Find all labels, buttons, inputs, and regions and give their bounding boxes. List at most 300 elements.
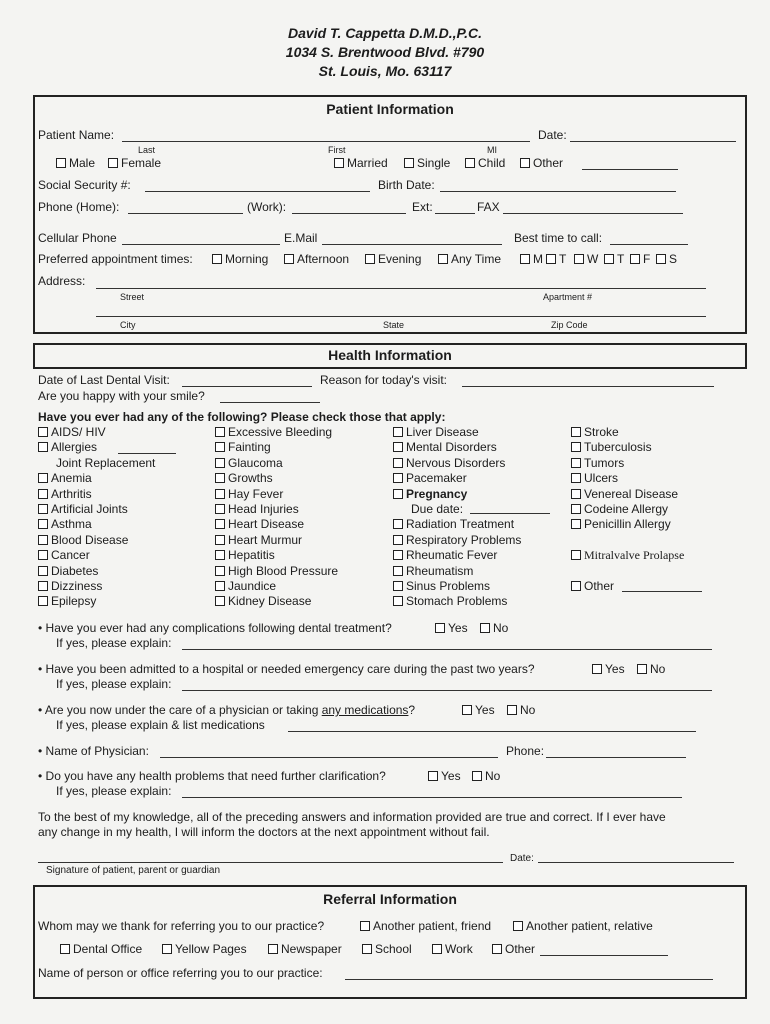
condition-label: Nervous Disorders bbox=[406, 455, 506, 470]
condition-label: Tuberculosis bbox=[584, 440, 652, 455]
q1-yes-label: Yes bbox=[448, 621, 468, 635]
day-s-checkbox[interactable] bbox=[656, 254, 666, 264]
q5-yes-label: Yes bbox=[441, 769, 461, 783]
another-patient-relative-label: Another patient, relative bbox=[526, 919, 653, 933]
condition-checkbox[interactable] bbox=[215, 550, 225, 560]
cell-phone-field[interactable] bbox=[122, 244, 280, 245]
day-wednesday[interactable] bbox=[574, 252, 598, 266]
q3-no-checkbox[interactable] bbox=[507, 705, 517, 715]
condition-item[interactable] bbox=[38, 502, 155, 517]
q3-no-label: No bbox=[520, 703, 536, 717]
email-label: E.Mail bbox=[284, 231, 318, 245]
q3-explain-field[interactable] bbox=[288, 731, 696, 732]
sub-label-state: State bbox=[383, 320, 405, 330]
condition-item[interactable] bbox=[571, 456, 684, 471]
female-checkbox[interactable] bbox=[108, 158, 118, 168]
married-option[interactable] bbox=[334, 156, 388, 170]
condition-label: Codeine Allergy bbox=[584, 502, 669, 517]
birth-date-label: Birth Date: bbox=[378, 178, 435, 192]
q3-explain-label: If yes, please explain & list medications bbox=[56, 718, 265, 732]
best-time-label: Best time to call: bbox=[514, 231, 603, 245]
condition-checkbox[interactable] bbox=[393, 473, 403, 483]
condition-checkbox[interactable] bbox=[38, 581, 48, 591]
condition-checkbox[interactable] bbox=[215, 442, 225, 452]
condition-checkbox[interactable] bbox=[38, 596, 48, 606]
patient-section-title: Patient Information bbox=[326, 101, 454, 117]
child-checkbox[interactable] bbox=[465, 158, 475, 168]
dental-office-checkbox[interactable] bbox=[60, 944, 70, 954]
condition-item[interactable] bbox=[38, 456, 155, 471]
reason-label: Reason for today's visit: bbox=[320, 373, 448, 387]
sub-label-apartment: Apartment # bbox=[543, 292, 593, 302]
condition-item[interactable] bbox=[215, 440, 338, 455]
condition-checkbox[interactable] bbox=[571, 504, 581, 514]
married-label: Married bbox=[347, 156, 388, 170]
evening-checkbox[interactable] bbox=[365, 254, 375, 264]
morning-checkbox[interactable] bbox=[212, 254, 222, 264]
female-option[interactable] bbox=[108, 156, 161, 170]
condition-item[interactable] bbox=[215, 471, 338, 486]
condition-checkbox[interactable] bbox=[38, 504, 48, 514]
q2-yes[interactable] bbox=[592, 662, 625, 676]
other-marital-checkbox[interactable] bbox=[520, 158, 530, 168]
cell-phone-label: Cellular Phone bbox=[38, 231, 117, 245]
q3-underlined-text: any medications bbox=[321, 703, 409, 717]
sub-label-mi: MI bbox=[487, 145, 497, 155]
condition-checkbox[interactable] bbox=[393, 442, 403, 452]
street-field[interactable] bbox=[96, 288, 706, 289]
condition-checkbox[interactable] bbox=[215, 473, 225, 483]
condition-item[interactable] bbox=[38, 564, 155, 579]
condition-checkbox[interactable] bbox=[215, 504, 225, 514]
practice-city: St. Louis, Mo. 63117 bbox=[318, 63, 452, 79]
condition-item[interactable] bbox=[215, 579, 338, 594]
condition-label: Radiation Treatment bbox=[406, 517, 515, 532]
condition-item[interactable] bbox=[38, 579, 155, 594]
q1-text: Have you ever had any complications following dental treatment? bbox=[45, 621, 392, 635]
single-checkbox[interactable] bbox=[404, 158, 414, 168]
condition-checkbox[interactable] bbox=[393, 427, 403, 437]
male-option[interactable] bbox=[56, 156, 95, 170]
q1-yes-checkbox[interactable] bbox=[435, 623, 445, 633]
signature-field[interactable] bbox=[38, 862, 503, 863]
condition-checkbox[interactable] bbox=[571, 442, 581, 452]
condition-item[interactable] bbox=[215, 502, 338, 517]
condition-label: Stroke bbox=[584, 425, 619, 439]
home-phone-label: Phone (Home): bbox=[38, 200, 120, 214]
condition-label: Excessive Bleeding bbox=[228, 425, 333, 439]
q2-explain-field[interactable] bbox=[182, 690, 712, 691]
q1-explain-field[interactable] bbox=[182, 649, 712, 650]
ssn-field[interactable] bbox=[145, 191, 370, 192]
day-friday[interactable] bbox=[630, 252, 650, 266]
address-label: Address: bbox=[38, 274, 86, 288]
yellow-pages-checkbox[interactable] bbox=[162, 944, 172, 954]
condition-item[interactable] bbox=[393, 517, 521, 532]
condition-item bbox=[571, 564, 684, 579]
condition-checkbox[interactable] bbox=[393, 550, 403, 560]
condition-label: High Blood Pressure bbox=[228, 563, 339, 578]
newspaper-label: Newspaper bbox=[281, 942, 342, 956]
condition-item[interactable] bbox=[215, 548, 338, 563]
condition-item[interactable] bbox=[571, 440, 684, 455]
condition-item[interactable] bbox=[393, 548, 521, 563]
single-label: Single bbox=[417, 156, 451, 170]
day-monday[interactable] bbox=[520, 252, 543, 266]
condition-item bbox=[571, 594, 684, 609]
q3-end-text: ? bbox=[408, 703, 416, 717]
question-hospital: • Have you been admitted to a hospital or needed emergency care during the past two years? bbox=[38, 662, 535, 676]
condition-item[interactable] bbox=[393, 533, 521, 548]
condition-checkbox[interactable] bbox=[38, 535, 48, 545]
q1-no-checkbox[interactable] bbox=[480, 623, 490, 633]
afternoon-label: Afternoon bbox=[297, 252, 350, 266]
day-th-checkbox[interactable] bbox=[604, 254, 614, 264]
condition-checkbox[interactable] bbox=[215, 566, 225, 576]
condition-item[interactable] bbox=[38, 517, 155, 532]
other-referral-field[interactable] bbox=[540, 955, 668, 956]
question-physician: • Are you now under the care of a physician or taking any medications? bbox=[38, 703, 416, 717]
condition-label: Respiratory Problems bbox=[406, 532, 522, 547]
condition-checkbox[interactable] bbox=[38, 566, 48, 576]
day-tuesday[interactable] bbox=[546, 252, 566, 266]
referral-section-title: Referral Information bbox=[323, 891, 457, 907]
fax-label: FAX bbox=[477, 200, 500, 214]
condition-checkbox[interactable] bbox=[38, 489, 48, 499]
q3-yes[interactable] bbox=[462, 703, 495, 717]
referrer-name-label: Name of person or office referring you to our practice: bbox=[38, 966, 323, 980]
condition-column-2 bbox=[215, 425, 338, 610]
condition-item[interactable] bbox=[393, 471, 521, 486]
condition-item[interactable] bbox=[571, 471, 684, 486]
another-patient-relative-checkbox[interactable] bbox=[513, 921, 523, 931]
condition-item[interactable] bbox=[393, 425, 521, 440]
q5-text: Do you have any health problems that need further clarification? bbox=[45, 769, 386, 783]
signature-date-label: Date: bbox=[510, 853, 534, 864]
condition-label: Epilepsy bbox=[51, 594, 97, 609]
condition-item[interactable] bbox=[215, 456, 338, 471]
work-label: Work bbox=[445, 942, 473, 956]
condition-label: Dizziness bbox=[51, 579, 103, 594]
physician-name-field[interactable] bbox=[160, 757, 498, 758]
q4-text: Name of Physician: bbox=[45, 744, 149, 758]
condition-item[interactable] bbox=[393, 502, 521, 517]
email-field[interactable] bbox=[322, 244, 502, 245]
any-time-label: Any Time bbox=[451, 252, 502, 266]
other-referral-checkbox[interactable] bbox=[492, 944, 502, 954]
physician-name-label: • Name of Physician: bbox=[38, 744, 149, 758]
signature-date-field[interactable] bbox=[538, 862, 734, 863]
q3-yes-checkbox[interactable] bbox=[462, 705, 472, 715]
due-date-field[interactable] bbox=[470, 513, 550, 514]
evening-option[interactable] bbox=[365, 252, 421, 266]
condition-item[interactable] bbox=[393, 594, 521, 609]
condition-item[interactable] bbox=[393, 564, 521, 579]
health-section-title: Health Information bbox=[328, 347, 452, 363]
condition-checkbox[interactable] bbox=[571, 519, 581, 529]
physician-phone-field[interactable] bbox=[546, 757, 686, 758]
condition-label: Glaucoma bbox=[228, 455, 283, 470]
condition-checkbox[interactable] bbox=[393, 519, 403, 529]
smile-label: Are you happy with your smile? bbox=[38, 389, 205, 403]
condition-label: Jaundice bbox=[228, 579, 277, 594]
sub-label-city: City bbox=[120, 320, 136, 330]
condition-item[interactable] bbox=[571, 487, 684, 502]
any-time-option[interactable] bbox=[438, 252, 501, 266]
day-s-label: S bbox=[669, 252, 678, 266]
condition-item[interactable] bbox=[215, 564, 338, 579]
condition-checkbox[interactable] bbox=[393, 581, 403, 591]
condition-item bbox=[571, 533, 684, 548]
single-option[interactable] bbox=[404, 156, 450, 170]
condition-checkbox[interactable] bbox=[215, 596, 225, 606]
condition-label: Head Injuries bbox=[228, 502, 299, 517]
q5-explain-field[interactable] bbox=[182, 797, 682, 798]
condition-item[interactable] bbox=[38, 487, 155, 502]
condition-item[interactable] bbox=[571, 502, 684, 517]
morning-option[interactable] bbox=[212, 252, 268, 266]
dental-office-label: Dental Office bbox=[73, 942, 143, 956]
sub-label-last: Last bbox=[138, 145, 156, 155]
condition-checkbox[interactable] bbox=[571, 581, 581, 591]
condition-label: Anemia bbox=[51, 471, 92, 486]
condition-item[interactable] bbox=[571, 517, 684, 532]
best-time-field[interactable] bbox=[610, 244, 688, 245]
newspaper-option[interactable] bbox=[268, 942, 342, 956]
q5-no[interactable] bbox=[472, 769, 500, 783]
condition-item[interactable] bbox=[571, 579, 684, 594]
condition-item[interactable] bbox=[571, 425, 684, 440]
work-checkbox[interactable] bbox=[432, 944, 442, 954]
condition-label: Hepatitis bbox=[228, 548, 275, 563]
condition-checkbox[interactable] bbox=[571, 550, 581, 560]
condition-label: Other bbox=[584, 579, 615, 594]
ext-field[interactable] bbox=[435, 213, 475, 214]
condition-checkbox[interactable] bbox=[571, 458, 581, 468]
condition-column-4 bbox=[571, 425, 684, 610]
condition-label: Kidney Disease bbox=[228, 594, 312, 609]
condition-checkbox[interactable] bbox=[393, 596, 403, 606]
q5-yes-checkbox[interactable] bbox=[428, 771, 438, 781]
condition-label: Diabetes bbox=[51, 563, 99, 578]
q2-yes-checkbox[interactable] bbox=[592, 664, 602, 674]
condition-checkbox[interactable] bbox=[38, 442, 48, 452]
q5-no-checkbox[interactable] bbox=[472, 771, 482, 781]
day-saturday[interactable] bbox=[656, 252, 677, 266]
condition-item[interactable] bbox=[215, 533, 338, 548]
condition-checkbox[interactable] bbox=[571, 473, 581, 483]
condition-checkbox[interactable] bbox=[215, 427, 225, 437]
day-t-checkbox[interactable] bbox=[546, 254, 556, 264]
female-label: Female bbox=[121, 156, 162, 170]
day-f-checkbox[interactable] bbox=[630, 254, 640, 264]
q5-explain-label: If yes, please explain: bbox=[56, 784, 172, 798]
work-phone-label: (Work): bbox=[247, 200, 287, 214]
condition-item[interactable] bbox=[571, 548, 684, 563]
home-phone-field[interactable] bbox=[128, 213, 243, 214]
condition-item[interactable] bbox=[38, 533, 155, 548]
day-f-label: F bbox=[643, 252, 651, 266]
condition-label: Pregnancy bbox=[406, 486, 468, 501]
condition-label: Ulcers bbox=[584, 471, 619, 486]
condition-label: Tumors bbox=[584, 455, 625, 470]
q3-yes-label: Yes bbox=[475, 703, 495, 717]
q1-explain-label: If yes, please explain: bbox=[56, 636, 172, 650]
statement-line-2: any change in my health, I will inform the doctors at the next appointment without fail. bbox=[38, 825, 490, 839]
other-marital-field[interactable] bbox=[582, 169, 678, 170]
condition-label: Stomach Problems bbox=[406, 594, 508, 609]
q1-yes[interactable] bbox=[435, 621, 468, 635]
condition-label: Rheumatism bbox=[406, 563, 474, 578]
condition-checkbox[interactable] bbox=[215, 519, 225, 529]
referrer-name-field[interactable] bbox=[345, 979, 713, 980]
q3-text: Are you now under the care of a physician or taking bbox=[44, 703, 322, 717]
condition-checkbox[interactable] bbox=[571, 427, 581, 437]
referral-whom-label: Whom may we thank for referring you to our practice? bbox=[38, 919, 325, 933]
condition-checkbox[interactable] bbox=[38, 427, 48, 437]
another-patient-friend-checkbox[interactable] bbox=[360, 921, 370, 931]
q5-yes[interactable] bbox=[428, 769, 461, 783]
condition-label: Sinus Problems bbox=[406, 579, 491, 594]
condition-item[interactable] bbox=[215, 487, 338, 502]
day-m-checkbox[interactable] bbox=[520, 254, 530, 264]
other-condition-field[interactable] bbox=[622, 591, 702, 592]
q2-yes-label: Yes bbox=[605, 662, 625, 676]
q2-no[interactable] bbox=[637, 662, 665, 676]
condition-label: Arthritis bbox=[51, 486, 92, 501]
condition-item[interactable] bbox=[393, 579, 521, 594]
q1-no[interactable] bbox=[480, 621, 508, 635]
day-t-label: T bbox=[559, 252, 567, 266]
condition-item[interactable] bbox=[393, 440, 521, 455]
condition-label: Due date: bbox=[411, 502, 464, 517]
condition-checkbox[interactable] bbox=[215, 581, 225, 591]
date-label: Date: bbox=[538, 128, 567, 142]
school-label: School bbox=[375, 942, 412, 956]
condition-label: Heart Disease bbox=[228, 517, 305, 532]
last-visit-field[interactable] bbox=[182, 386, 312, 387]
q5-no-label: No bbox=[485, 769, 501, 783]
condition-label: Hay Fever bbox=[228, 486, 284, 501]
birth-date-field[interactable] bbox=[440, 191, 676, 192]
condition-item[interactable] bbox=[38, 471, 155, 486]
afternoon-option[interactable] bbox=[284, 252, 349, 266]
condition-label: Liver Disease bbox=[406, 425, 479, 439]
condition-label: Allergies bbox=[51, 440, 98, 455]
condition-checkbox[interactable] bbox=[393, 535, 403, 545]
condition-item[interactable] bbox=[38, 548, 155, 563]
condition-label: Pacemaker bbox=[406, 471, 467, 486]
evening-label: Evening bbox=[378, 252, 422, 266]
morning-label: Morning bbox=[225, 252, 269, 266]
condition-item[interactable] bbox=[393, 487, 521, 502]
q2-text: Have you been admitted to a hospital or needed emergency care during the past two years? bbox=[45, 662, 535, 676]
condition-label: Heart Murmur bbox=[228, 532, 303, 547]
condition-item[interactable] bbox=[393, 456, 521, 471]
condition-label: Mental Disorders bbox=[406, 440, 497, 455]
condition-item[interactable] bbox=[215, 517, 338, 532]
condition-label: Blood Disease bbox=[51, 532, 129, 547]
condition-item[interactable] bbox=[215, 594, 338, 609]
another-patient-relative-option[interactable] bbox=[513, 919, 653, 933]
condition-checkbox[interactable] bbox=[38, 519, 48, 529]
condition-checkbox[interactable] bbox=[393, 458, 403, 468]
condition-item[interactable] bbox=[38, 425, 155, 440]
school-checkbox[interactable] bbox=[362, 944, 372, 954]
patient-name-field[interactable] bbox=[122, 141, 530, 142]
condition-label: Venereal Disease bbox=[584, 486, 679, 501]
ssn-label: Social Security #: bbox=[38, 178, 131, 192]
condition-checkbox[interactable] bbox=[38, 550, 48, 560]
day-w-checkbox[interactable] bbox=[574, 254, 584, 264]
day-thursday[interactable] bbox=[604, 252, 624, 266]
condition-checkbox[interactable] bbox=[215, 489, 225, 499]
newspaper-checkbox[interactable] bbox=[268, 944, 278, 954]
date-field[interactable] bbox=[570, 141, 736, 142]
condition-column-3 bbox=[393, 425, 521, 610]
physician-phone-label: Phone: bbox=[506, 744, 545, 758]
condition-checkbox[interactable] bbox=[38, 473, 48, 483]
afternoon-checkbox[interactable] bbox=[284, 254, 294, 264]
allergies-field[interactable] bbox=[118, 453, 176, 454]
condition-item[interactable] bbox=[215, 425, 338, 440]
sub-label-first: First bbox=[328, 145, 346, 155]
statement-line-1: To the best of my knowledge, all of the preceding answers and information provided are true and correct. If I ever have bbox=[38, 810, 666, 824]
work-phone-field[interactable] bbox=[292, 213, 406, 214]
dental-office-option[interactable] bbox=[60, 942, 142, 956]
other-marital-option[interactable] bbox=[520, 156, 563, 170]
condition-checkbox[interactable] bbox=[393, 566, 403, 576]
male-checkbox[interactable] bbox=[56, 158, 66, 168]
question-complications: • Have you ever had any complications following dental treatment? bbox=[38, 621, 392, 635]
male-label: Male bbox=[69, 156, 96, 170]
sub-label-street: Street bbox=[120, 292, 145, 302]
city-state-zip-field[interactable] bbox=[96, 316, 706, 317]
condition-label: Cancer bbox=[51, 548, 90, 563]
fax-field[interactable] bbox=[503, 213, 683, 214]
yellow-pages-option[interactable] bbox=[162, 942, 247, 956]
reason-field[interactable] bbox=[462, 386, 714, 387]
other-marital-label: Other bbox=[533, 156, 564, 170]
condition-checkbox[interactable] bbox=[215, 535, 225, 545]
condition-label: Joint Replacement bbox=[56, 455, 156, 470]
ext-label: Ext: bbox=[412, 200, 433, 214]
condition-checkbox[interactable] bbox=[215, 458, 225, 468]
q2-no-checkbox[interactable] bbox=[637, 664, 647, 674]
condition-label: Growths bbox=[228, 471, 273, 486]
child-label: Child bbox=[478, 156, 506, 170]
child-option[interactable] bbox=[465, 156, 505, 170]
condition-label: Mitralvalve Prolapse bbox=[584, 548, 685, 563]
q3-no[interactable] bbox=[507, 703, 535, 717]
another-patient-friend-option[interactable] bbox=[360, 919, 491, 933]
other-referral-option[interactable] bbox=[492, 942, 535, 956]
condition-checkbox[interactable] bbox=[571, 489, 581, 499]
other-referral-label: Other bbox=[505, 942, 536, 956]
married-checkbox[interactable] bbox=[334, 158, 344, 168]
condition-label: Asthma bbox=[51, 517, 92, 532]
practice-name: David T. Cappetta D.M.D.,P.C. bbox=[288, 25, 482, 41]
sub-label-zip: Zip Code bbox=[551, 320, 588, 330]
condition-checkbox[interactable] bbox=[393, 489, 403, 499]
work-option[interactable] bbox=[432, 942, 473, 956]
smile-field[interactable] bbox=[220, 402, 320, 403]
condition-item[interactable] bbox=[38, 594, 155, 609]
school-option[interactable] bbox=[362, 942, 412, 956]
q2-explain-label: If yes, please explain: bbox=[56, 677, 172, 691]
q2-no-label: No bbox=[650, 662, 666, 676]
any-time-checkbox[interactable] bbox=[438, 254, 448, 264]
